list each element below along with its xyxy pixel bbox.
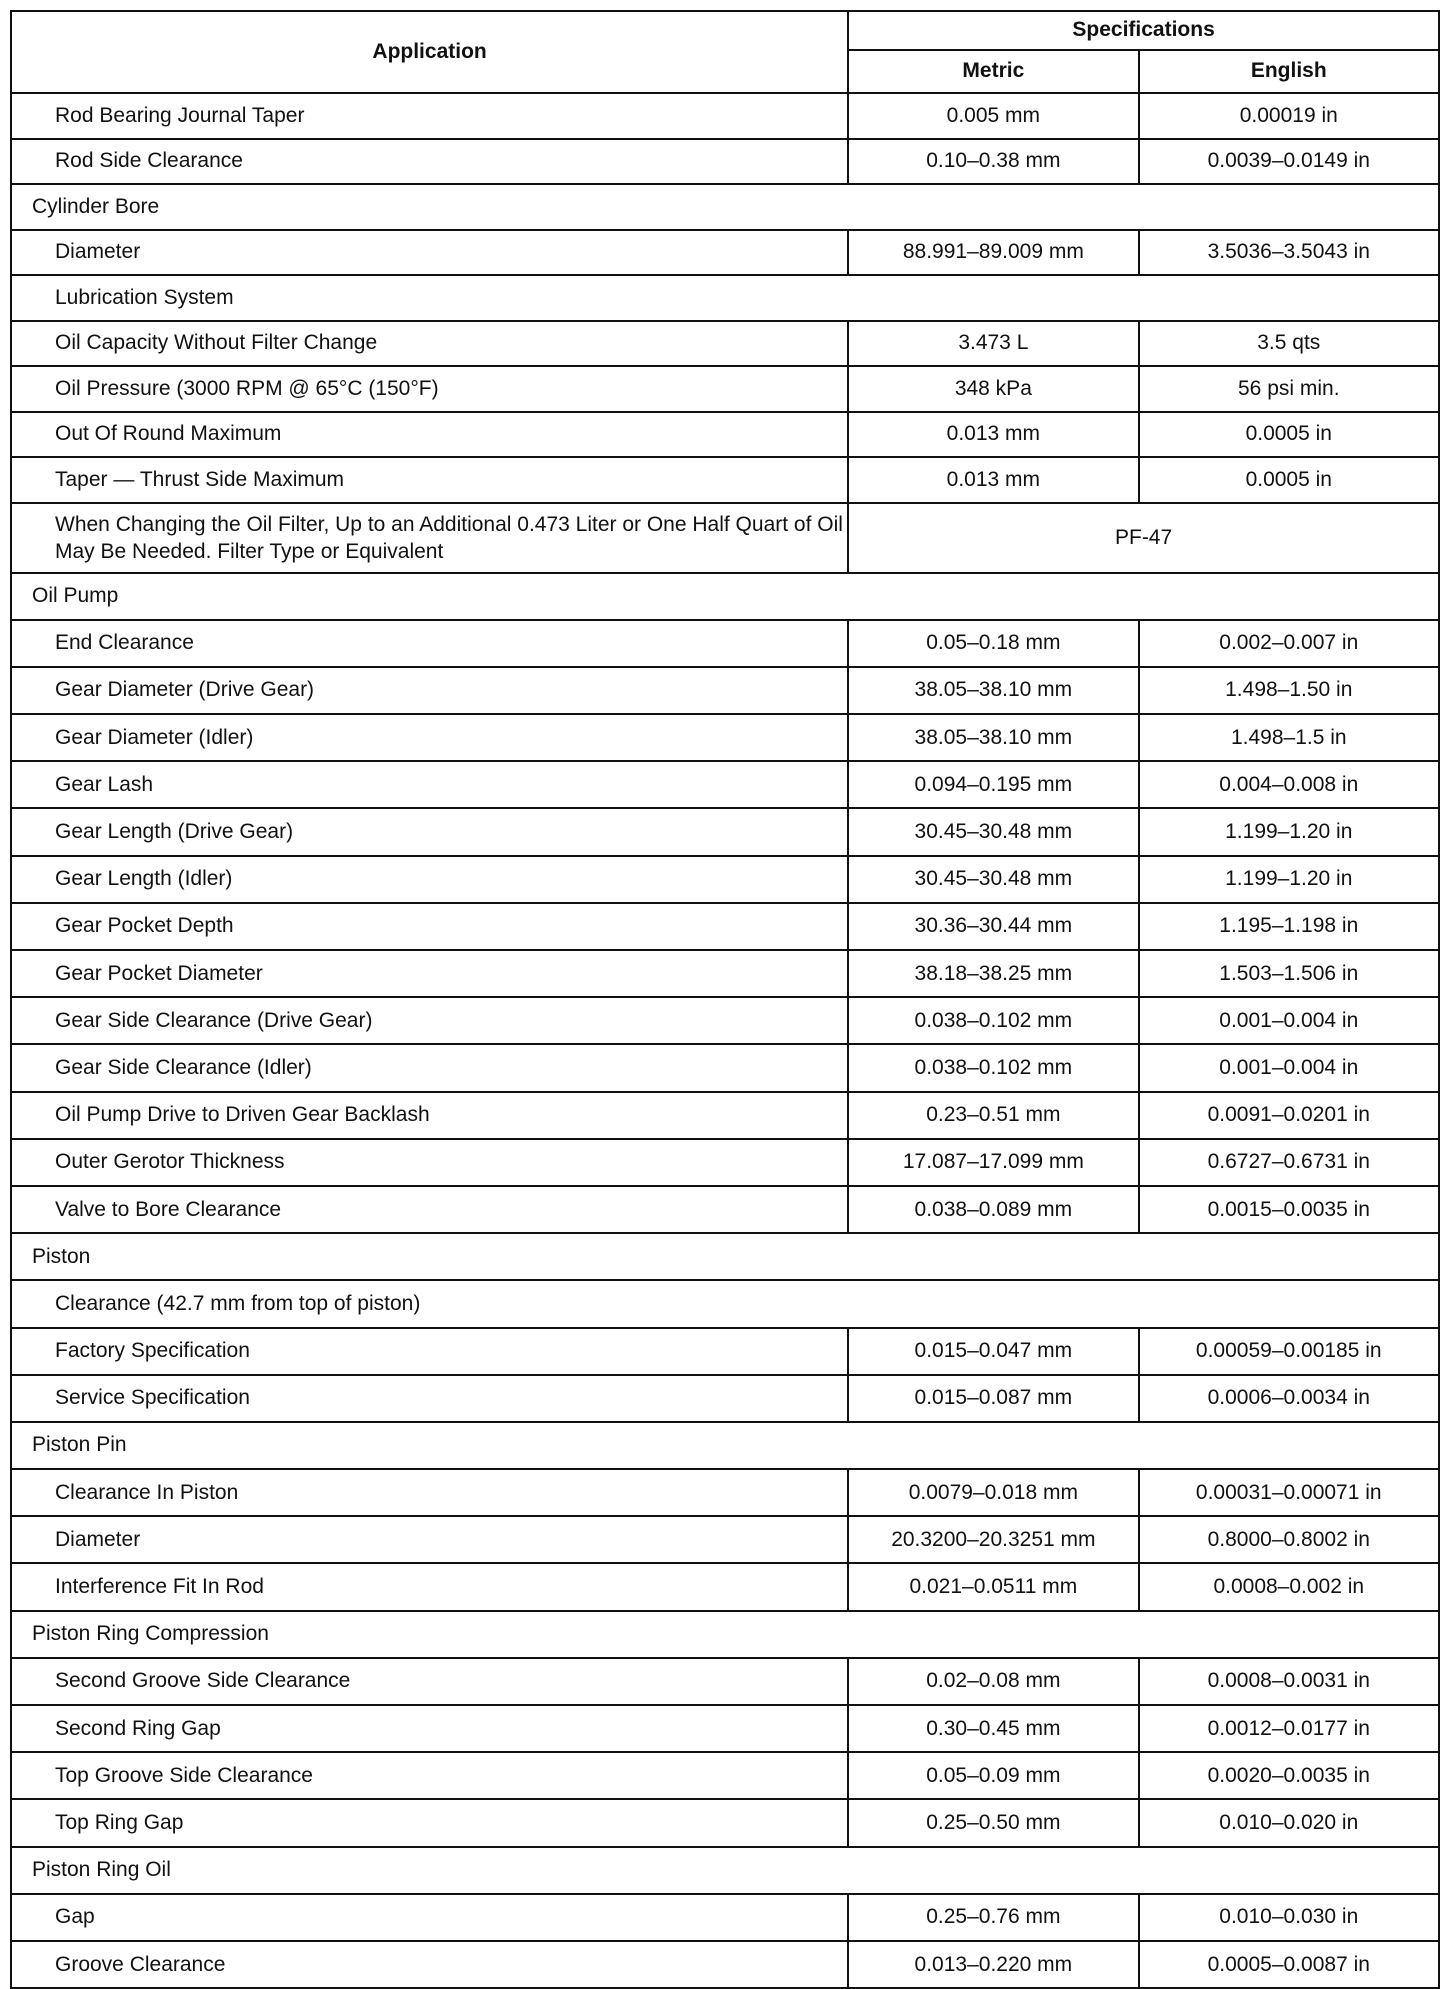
table-row: [11, 1894, 1439, 1941]
english-cell: 0.002–0.007 in: [1139, 620, 1439, 667]
english-cell: 0.00019 in: [1139, 93, 1439, 139]
application-cell: Clearance In Piston: [11, 1469, 848, 1516]
application-cell: Diameter: [11, 1516, 848, 1563]
english-cell: 0.0005 in: [1139, 412, 1439, 458]
application-cell: Diameter: [11, 230, 848, 276]
table-row: [11, 139, 1439, 185]
english-cell: 0.0005–0.0087 in: [1139, 1941, 1439, 1988]
english-cell: 1.195–1.198 in: [1139, 903, 1439, 950]
table-row: [11, 1563, 1439, 1610]
application-cell: Oil Pump Drive to Driven Gear Backlash: [11, 1092, 848, 1139]
section-label: Piston Ring Oil: [11, 1847, 1439, 1894]
section-row: [11, 1611, 1439, 1658]
metric-cell: 0.25–0.76 mm: [848, 1894, 1138, 1941]
table-row: [11, 321, 1439, 367]
english-cell: 0.001–0.004 in: [1139, 997, 1439, 1044]
english-cell: 0.00031–0.00071 in: [1139, 1469, 1439, 1516]
section-label: Cylinder Bore: [11, 184, 1439, 230]
table-row: [11, 761, 1439, 808]
application-cell: Top Ring Gap: [11, 1799, 848, 1846]
table-row: [11, 275, 1439, 321]
table-row: [11, 1280, 1439, 1327]
metric-cell: 0.10–0.38 mm: [848, 139, 1138, 185]
english-cell: 1.498–1.50 in: [1139, 667, 1439, 714]
english-cell: 1.199–1.20 in: [1139, 856, 1439, 903]
application-cell: Gear Pocket Diameter: [11, 950, 848, 997]
table-row: [11, 667, 1439, 714]
section-row: [11, 1422, 1439, 1469]
metric-cell: 0.30–0.45 mm: [848, 1705, 1138, 1752]
metric-cell: 38.05–38.10 mm: [848, 667, 1138, 714]
section-row: [11, 1233, 1439, 1280]
application-cell: Gear Length (Idler): [11, 856, 848, 903]
english-cell: 3.5 qts: [1139, 321, 1439, 367]
metric-cell: 0.23–0.51 mm: [848, 1092, 1138, 1139]
application-cell: End Clearance: [11, 620, 848, 667]
application-cell: Valve to Bore Clearance: [11, 1186, 848, 1233]
table-row: [11, 93, 1439, 139]
application-header: Application: [11, 11, 848, 93]
metric-cell: 0.05–0.09 mm: [848, 1752, 1138, 1799]
application-cell: Top Groove Side Clearance: [11, 1752, 848, 1799]
section-row: [11, 184, 1439, 230]
english-cell: 0.00059–0.00185 in: [1139, 1328, 1439, 1375]
metric-cell: 3.473 L: [848, 321, 1138, 367]
english-cell: 0.010–0.020 in: [1139, 1799, 1439, 1846]
application-cell: Gear Side Clearance (Drive Gear): [11, 997, 848, 1044]
application-cell: Gear Diameter (Idler): [11, 714, 848, 761]
spec-value-cell: PF-47: [848, 503, 1439, 573]
specifications-table: [10, 10, 1440, 1989]
application-cell: Interference Fit In Rod: [11, 1563, 848, 1610]
table-row: [11, 366, 1439, 412]
table-row: [11, 620, 1439, 667]
metric-cell: 0.015–0.047 mm: [848, 1328, 1138, 1375]
application-cell: Second Groove Side Clearance: [11, 1658, 848, 1705]
metric-cell: 0.021–0.0511 mm: [848, 1563, 1138, 1610]
metric-cell: 0.005 mm: [848, 93, 1138, 139]
table-row: [11, 808, 1439, 855]
application-cell: Gear Diameter (Drive Gear): [11, 667, 848, 714]
metric-cell: 0.013 mm: [848, 457, 1138, 503]
table-row: [11, 503, 1439, 573]
english-cell: 56 psi min.: [1139, 366, 1439, 412]
metric-cell: 0.038–0.089 mm: [848, 1186, 1138, 1233]
metric-cell: 0.0079–0.018 mm: [848, 1469, 1138, 1516]
application-cell: Gear Lash: [11, 761, 848, 808]
table-row: [11, 1705, 1439, 1752]
metric-cell: 0.05–0.18 mm: [848, 620, 1138, 667]
metric-header: Metric: [848, 50, 1138, 93]
metric-cell: 0.013–0.220 mm: [848, 1941, 1138, 1988]
english-header: English: [1139, 50, 1439, 93]
table-row: [11, 1658, 1439, 1705]
table-row: [11, 1139, 1439, 1186]
english-cell: 0.0012–0.0177 in: [1139, 1705, 1439, 1752]
subsection-label: Lubrication System: [11, 275, 1439, 321]
english-cell: 0.0015–0.0035 in: [1139, 1186, 1439, 1233]
section-label: Piston Ring Compression: [11, 1611, 1439, 1658]
table-row: [11, 714, 1439, 761]
section-row: [11, 1847, 1439, 1894]
table-row: [11, 950, 1439, 997]
english-cell: 3.5036–3.5043 in: [1139, 230, 1439, 276]
metric-cell: 88.991–89.009 mm: [848, 230, 1138, 276]
table-row: [11, 1092, 1439, 1139]
english-cell: 0.0091–0.0201 in: [1139, 1092, 1439, 1139]
table-row: [11, 1044, 1439, 1091]
subsection-label: Clearance (42.7 mm from top of piston): [11, 1280, 1439, 1327]
metric-cell: 30.45–30.48 mm: [848, 808, 1138, 855]
application-cell: Groove Clearance: [11, 1941, 848, 1988]
metric-cell: 0.094–0.195 mm: [848, 761, 1138, 808]
application-cell: Second Ring Gap: [11, 1705, 848, 1752]
section-row: [11, 573, 1439, 620]
application-cell: Taper — Thrust Side Maximum: [11, 457, 848, 503]
table-row: [11, 412, 1439, 458]
application-cell: When Changing the Oil Filter, Up to an Additional 0.473 Liter or One Half Quart of Oil May Be Needed. Filter Type or Equivalent: [11, 503, 848, 573]
application-cell: Oil Capacity Without Filter Change: [11, 321, 848, 367]
metric-cell: 38.05–38.10 mm: [848, 714, 1138, 761]
english-cell: 0.8000–0.8002 in: [1139, 1516, 1439, 1563]
english-cell: 0.6727–0.6731 in: [1139, 1139, 1439, 1186]
metric-cell: 30.36–30.44 mm: [848, 903, 1138, 950]
english-cell: 0.001–0.004 in: [1139, 1044, 1439, 1091]
metric-cell: 348 kPa: [848, 366, 1138, 412]
metric-cell: 20.3200–20.3251 mm: [848, 1516, 1138, 1563]
table-body: [11, 93, 1439, 1988]
table-row: [11, 1516, 1439, 1563]
metric-cell: 38.18–38.25 mm: [848, 950, 1138, 997]
application-cell: Gap: [11, 1894, 848, 1941]
table-row: [11, 856, 1439, 903]
english-cell: 0.004–0.008 in: [1139, 761, 1439, 808]
application-cell: Outer Gerotor Thickness: [11, 1139, 848, 1186]
metric-cell: 0.02–0.08 mm: [848, 1658, 1138, 1705]
application-cell: Gear Length (Drive Gear): [11, 808, 848, 855]
application-cell: Oil Pressure (3000 RPM @ 65°C (150°F): [11, 366, 848, 412]
application-cell: Factory Specification: [11, 1328, 848, 1375]
table-row: [11, 1469, 1439, 1516]
english-cell: 0.0020–0.0035 in: [1139, 1752, 1439, 1799]
english-cell: 1.199–1.20 in: [1139, 808, 1439, 855]
metric-cell: 0.013 mm: [848, 412, 1138, 458]
table-row: [11, 1799, 1439, 1846]
metric-cell: 0.038–0.102 mm: [848, 997, 1138, 1044]
section-label: Oil Pump: [11, 573, 1439, 620]
application-cell: Service Specification: [11, 1375, 848, 1422]
metric-cell: 0.015–0.087 mm: [848, 1375, 1138, 1422]
table-row: [11, 1941, 1439, 1988]
table-row: [11, 1328, 1439, 1375]
english-cell: 1.503–1.506 in: [1139, 950, 1439, 997]
metric-cell: 17.087–17.099 mm: [848, 1139, 1138, 1186]
application-cell: Rod Side Clearance: [11, 139, 848, 185]
english-cell: 0.0005 in: [1139, 457, 1439, 503]
metric-cell: 0.25–0.50 mm: [848, 1799, 1138, 1846]
application-cell: Gear Side Clearance (Idler): [11, 1044, 848, 1091]
table-row: [11, 997, 1439, 1044]
english-cell: 0.0039–0.0149 in: [1139, 139, 1439, 185]
metric-cell: 0.038–0.102 mm: [848, 1044, 1138, 1091]
table-row: [11, 457, 1439, 503]
table-row: [11, 903, 1439, 950]
application-cell: Rod Bearing Journal Taper: [11, 93, 848, 139]
section-label: Piston: [11, 1233, 1439, 1280]
english-cell: 0.0008–0.002 in: [1139, 1563, 1439, 1610]
section-label: Piston Pin: [11, 1422, 1439, 1469]
table-row: [11, 1186, 1439, 1233]
metric-cell: 30.45–30.48 mm: [848, 856, 1138, 903]
english-cell: 0.0006–0.0034 in: [1139, 1375, 1439, 1422]
english-cell: 0.0008–0.0031 in: [1139, 1658, 1439, 1705]
application-cell: Gear Pocket Depth: [11, 903, 848, 950]
application-cell: Out Of Round Maximum: [11, 412, 848, 458]
table-row: [11, 230, 1439, 276]
specifications-header: Specifications: [848, 11, 1439, 50]
english-cell: 1.498–1.5 in: [1139, 714, 1439, 761]
english-cell: 0.010–0.030 in: [1139, 1894, 1439, 1941]
table-row: [11, 1375, 1439, 1422]
table-row: [11, 1752, 1439, 1799]
